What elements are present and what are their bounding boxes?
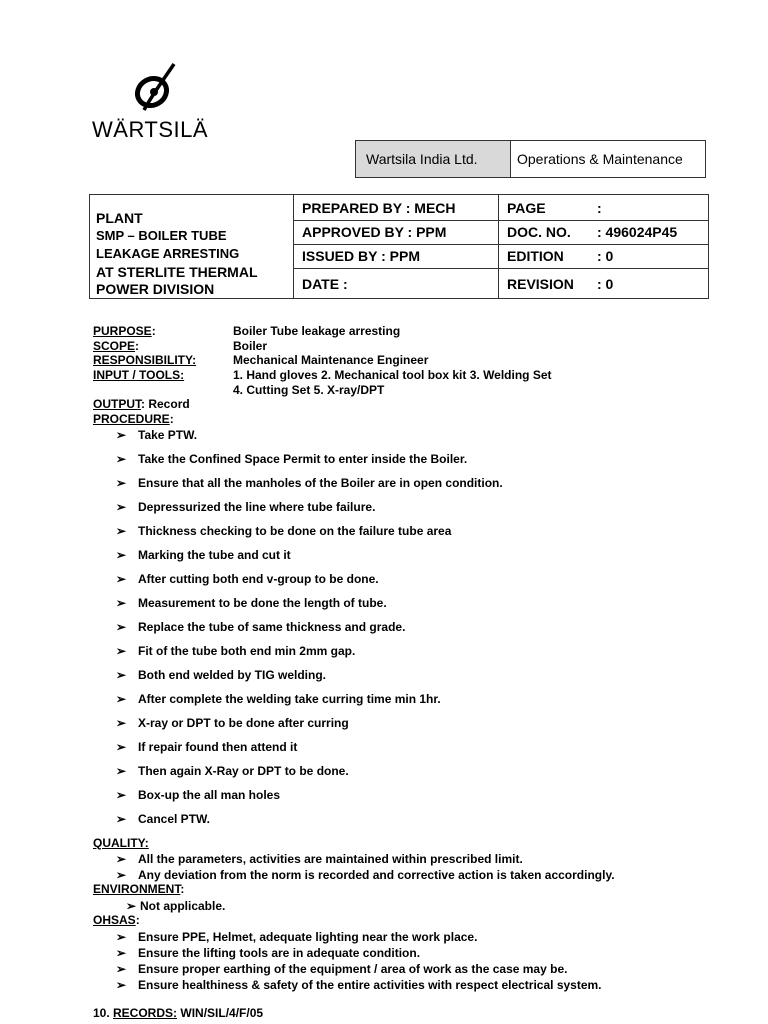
arrow-bullet-icon: ➢: [116, 500, 127, 514]
arrow-bullet-icon: ➢: [116, 428, 127, 442]
ohsas-item: ➢ Ensure the lifting tools are in adequate condition.: [116, 946, 421, 960]
scope-field: SCOPE: Boiler: [93, 339, 693, 354]
scope-label: SCOPE: [93, 339, 136, 353]
company-box: [355, 140, 706, 178]
quality-heading: [93, 836, 149, 851]
revision-value: : 0: [597, 275, 614, 292]
procedure-item: ➢ Ensure that all the manholes of the Boiler are in open condition.: [116, 476, 503, 490]
procedure-item: ➢ Both end welded by TIG welding.: [116, 668, 327, 682]
environment-label: ENVIRONMENT: [93, 882, 181, 896]
issued-by: ISSUED BY : PPM: [294, 244, 499, 268]
output-value: Record: [148, 397, 190, 411]
document-header-table: [89, 194, 709, 299]
records-value: WIN/SIL/4/F/05: [177, 1006, 264, 1020]
arrow-bullet-icon: ➢: [116, 668, 127, 682]
arrow-bullet-icon: ➢: [116, 548, 127, 562]
responsibility-field: [93, 353, 693, 368]
arrow-bullet-icon: ➢: [116, 596, 127, 610]
page-label: PAGE: [507, 199, 546, 216]
quality-label: QUALITY:: [93, 836, 149, 850]
arrow-bullet-icon: ➢: [116, 868, 127, 882]
revision-label: REVISION: [507, 275, 574, 292]
procedure-item: ➢ Depressurized the line where tube failure.: [116, 500, 376, 514]
output-field: OUTPUT: Record: [93, 397, 190, 411]
approved-by: APPROVED BY : PPM: [294, 220, 499, 244]
purpose-field: PURPOSE: Boiler Tube leakage arresting: [93, 324, 693, 339]
edition-label: EDITION: [507, 248, 564, 264]
procedure-item: ➢ Take the Confined Space Permit to enter inside the Boiler.: [116, 452, 468, 466]
arrow-bullet-icon: ➢: [116, 978, 127, 992]
arrow-bullet-icon: ➢: [116, 452, 127, 466]
ohsas-list: [116, 929, 602, 993]
logo-wordmark: WÄRTSILÄ: [92, 117, 209, 142]
arrow-bullet-icon: ➢: [116, 476, 127, 490]
plant-line: POWER DIVISION: [96, 281, 215, 297]
ohsas-item: ➢ Ensure proper earthing of the equipment / area of work as the case may be.: [116, 962, 568, 976]
arrow-bullet-icon: ➢: [116, 524, 127, 538]
arrow-bullet-icon: ➢: [116, 692, 127, 706]
procedure-item: ➢ X-ray or DPT to be done after curring: [116, 716, 349, 730]
header-row: [294, 244, 708, 269]
arrow-bullet-icon: ➢: [116, 930, 127, 944]
edition-value: : 0: [597, 248, 614, 264]
doc-no-value: : 496024P45: [597, 224, 678, 240]
arrow-bullet-icon: ➢: [116, 812, 127, 826]
date-label: DATE :: [294, 269, 499, 298]
procedure-item: ➢ After cutting both end v-group to be done.: [116, 572, 379, 586]
quality-list: [116, 851, 615, 883]
records-line: [93, 1006, 263, 1021]
plant-cell: [90, 195, 294, 298]
environment-heading: ENVIRONMENT:: [93, 882, 185, 896]
records-prefix: 10.: [93, 1006, 114, 1020]
procedure-item: ➢ After complete the welding take curring time min 1hr.: [116, 692, 441, 706]
arrow-bullet-icon: ➢: [116, 852, 127, 866]
ohsas-item: ➢ Ensure healthiness & safety of the entire activities with respect electrical system.: [116, 978, 602, 992]
arrow-bullet-icon: ➢: [126, 899, 137, 913]
arrow-bullet-icon: ➢: [116, 764, 127, 778]
responsibility-label: RESPONSIBILITY:: [93, 353, 197, 367]
company-name: Wartsila India Ltd.: [356, 141, 511, 177]
procedure-item: ➢ Take PTW.: [116, 428, 198, 442]
input-tools-label: INPUT / TOOLS:: [93, 368, 185, 382]
procedure-item: ➢ Then again X-Ray or DPT to be done.: [116, 764, 349, 778]
responsibility-value: Mechanical Maintenance Engineer: [233, 353, 429, 367]
quality-item: ➢ Any deviation from the norm is recorded and corrective action is taken accordingly.: [116, 868, 615, 882]
wartsila-logo: [92, 62, 209, 142]
procedure-item: ➢ Cancel PTW.: [116, 812, 211, 826]
ohsas-heading: OHSAS:: [93, 913, 140, 927]
arrow-bullet-icon: ➢: [116, 788, 127, 802]
procedure-item: ➢ Replace the tube of same thickness and grade.: [116, 620, 406, 634]
arrow-bullet-icon: ➢: [116, 644, 127, 658]
input-tools-value: 4. Cutting Set 5. X-ray/DPT: [233, 383, 385, 397]
plant-line: PLANT: [96, 210, 143, 226]
procedure-item: ➢ Box-up the all man holes: [116, 788, 281, 802]
ohsas-label: OHSAS: [93, 913, 136, 927]
records-label: RECORDS:: [113, 1006, 178, 1020]
purpose-label: PURPOSE: [93, 324, 152, 338]
prepared-by: PREPARED BY : MECH: [294, 195, 499, 220]
arrow-bullet-icon: ➢: [116, 620, 127, 634]
arrow-bullet-icon: ➢: [116, 716, 127, 730]
output-label: OUTPUT: [93, 397, 141, 411]
procedure-label: PROCEDURE: [93, 412, 170, 426]
arrow-bullet-icon: ➢: [116, 962, 127, 976]
plant-line: SMP – BOILER TUBE: [96, 228, 227, 243]
ohsas-item: ➢ Ensure PPE, Helmet, adequate lighting near the work place.: [116, 930, 478, 944]
arrow-bullet-icon: ➢: [116, 740, 127, 754]
input-tools-value: 1. Hand gloves 2. Mechanical tool box kit 3. Welding Set: [233, 368, 552, 382]
arrow-bullet-icon: ➢: [116, 572, 127, 586]
quality-item: ➢ All the parameters, activities are maintained within prescribed limit.: [116, 852, 523, 866]
procedure-item: ➢ Measurement to be done the length of tube.: [116, 596, 387, 610]
wartsila-emblem-icon: [130, 62, 180, 114]
procedure-item: ➢ If repair found then attend it: [116, 740, 298, 754]
procedure-item: ➢ Fit of the tube both end min 2mm gap.: [116, 644, 356, 658]
doc-no-label: DOC. NO.: [507, 224, 571, 240]
header-row: [294, 195, 708, 221]
header-row: [294, 269, 708, 298]
scope-value: Boiler: [233, 339, 268, 353]
procedure-item: ➢ Thickness checking to be done on the failure tube area: [116, 524, 452, 538]
department: Operations & Maintenance: [517, 151, 683, 167]
plant-line: LEAKAGE ARRESTING: [96, 246, 240, 261]
header-row: [294, 220, 708, 244]
procedure-item: ➢ Marking the tube and cut it: [116, 548, 291, 562]
plant-line: AT STERLITE THERMAL: [96, 264, 258, 280]
purpose-value: Boiler Tube leakage arresting: [233, 324, 401, 338]
environment-list: [126, 898, 225, 914]
arrow-bullet-icon: ➢: [116, 946, 127, 960]
input-tools-field: [93, 368, 693, 398]
environment-item: ➢ Not applicable.: [126, 899, 226, 913]
page-value: :: [597, 199, 602, 216]
procedure-heading: PROCEDURE:: [93, 412, 174, 426]
